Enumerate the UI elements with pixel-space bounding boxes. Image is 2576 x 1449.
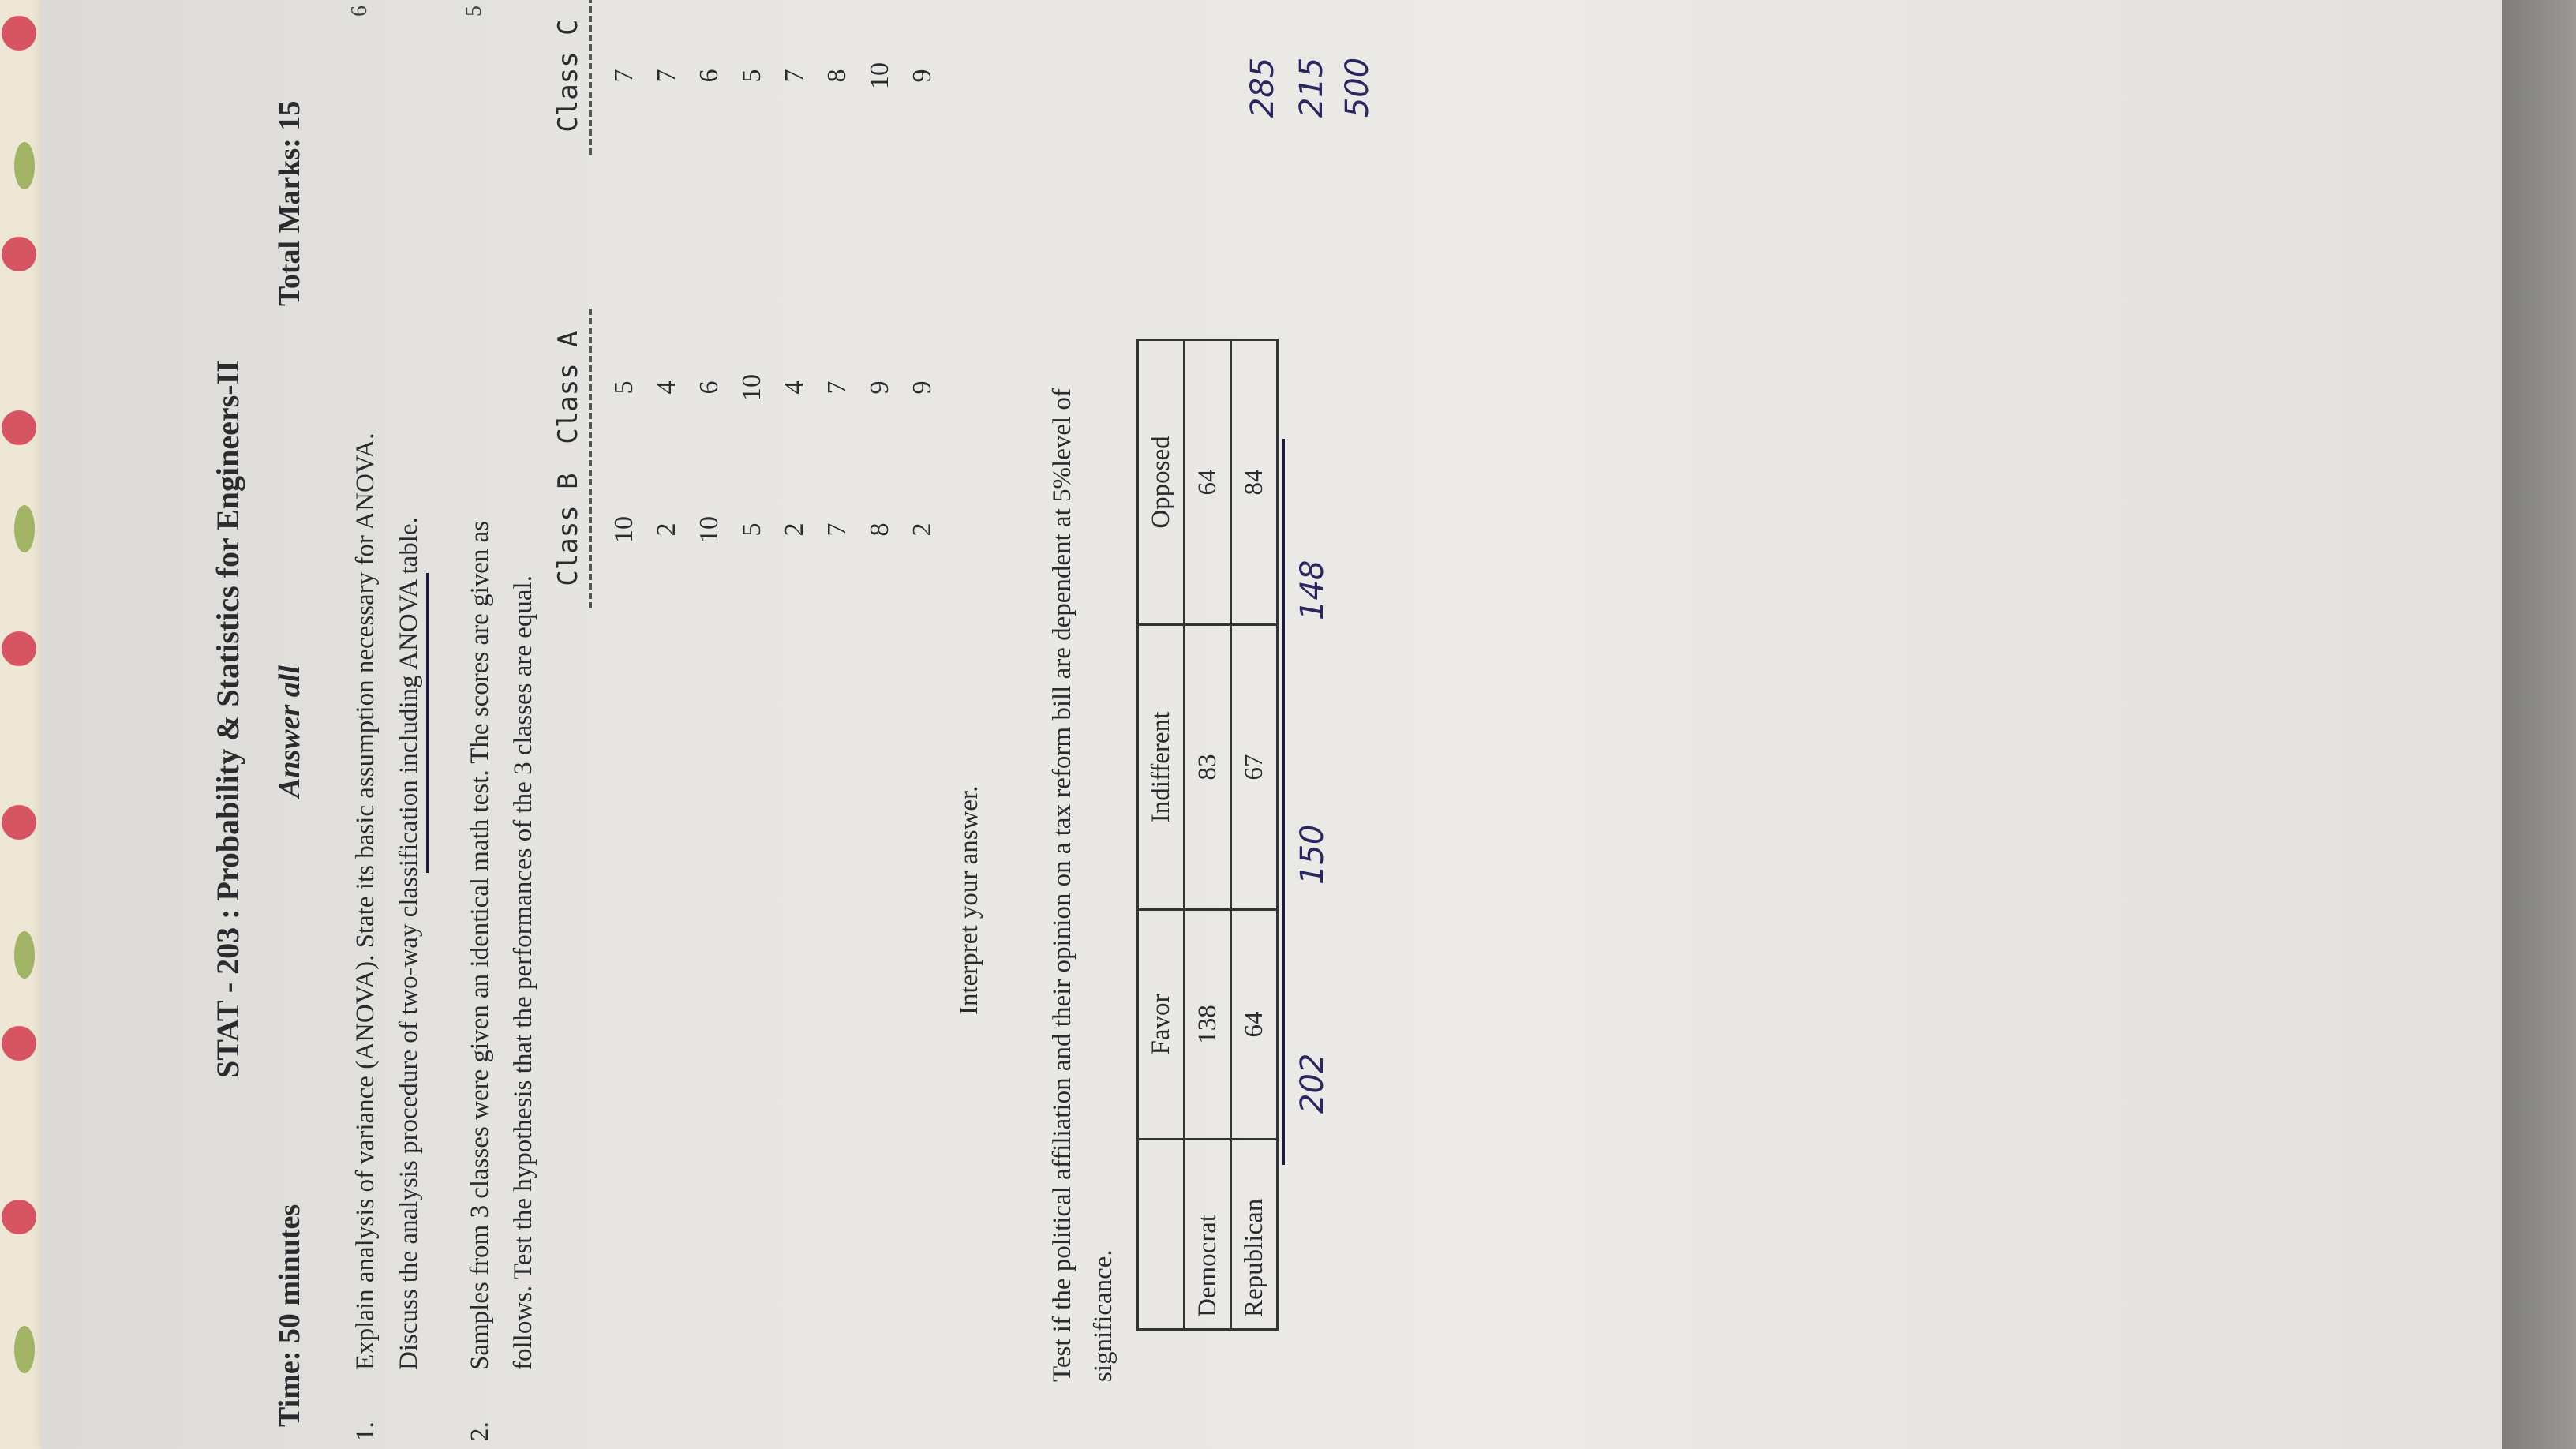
table-surface xyxy=(2502,0,2576,1449)
q1-number: 1. xyxy=(351,1421,380,1441)
q2-line2: follows. Test the hypothesis that the performances of the 3 classes are equal. xyxy=(509,575,537,1370)
score-value: 4 xyxy=(652,380,681,395)
score-value: 6 xyxy=(695,380,724,395)
score-value: 4 xyxy=(780,380,809,395)
handwritten-col-total: 150 xyxy=(1294,824,1331,885)
scores-header-b: Class B xyxy=(552,451,592,608)
score-value: 10 xyxy=(609,516,638,543)
table-header-cell: Indifferent xyxy=(1138,625,1185,910)
table-row xyxy=(1231,340,1278,1330)
exam-instruction: Answer all xyxy=(273,665,306,798)
q1-marks: 6 xyxy=(347,6,372,17)
scores-header-a: Class A xyxy=(552,309,592,466)
table-cell: 67 xyxy=(1231,625,1278,910)
score-value: 2 xyxy=(652,522,681,537)
exam-title: STAT - 203 : Probability & Statistics for Engineers-II xyxy=(210,360,245,1078)
score-value: 7 xyxy=(652,69,681,83)
handwritten-col-total: 148 xyxy=(1294,560,1331,620)
score-value: 10 xyxy=(865,62,894,89)
score-value: 7 xyxy=(822,380,852,395)
handwritten-grand-total: 500 xyxy=(1339,57,1376,118)
score-value: 5 xyxy=(609,380,638,395)
score-value: 8 xyxy=(865,522,894,537)
row-label: Republican xyxy=(1231,1140,1278,1330)
score-value: 10 xyxy=(737,374,766,401)
handwritten-row-total: 285 xyxy=(1245,57,1282,118)
contingency-table xyxy=(1136,339,1279,1331)
q1-line1: Explain analysis of variance (ANOVA). State its basic assumption necessary for ANOVA. xyxy=(351,432,380,1370)
q3-line1: Test if the political affiliation and their opinion on a tax reform bill are dependent at 5%level of xyxy=(1048,388,1076,1382)
table-corner xyxy=(1138,1140,1185,1330)
score-value: 10 xyxy=(695,516,724,543)
score-value: 7 xyxy=(609,69,638,83)
table-cell: 64 xyxy=(1231,910,1278,1140)
row-label: Democrat xyxy=(1185,1140,1231,1330)
score-value: 9 xyxy=(865,380,894,395)
score-value: 6 xyxy=(695,69,724,83)
handwritten-line xyxy=(1282,439,1285,1165)
score-value: 7 xyxy=(822,522,852,537)
table-header-row xyxy=(1138,340,1185,1330)
table-cell: 84 xyxy=(1231,340,1278,625)
score-value: 2 xyxy=(908,522,937,537)
score-value: 2 xyxy=(780,522,809,537)
score-value: 7 xyxy=(780,69,809,83)
exam-total-marks: Total Marks: 15 xyxy=(273,100,306,306)
q2-line1: Samples from 3 classes were given an identical math test. The scores are given as xyxy=(466,520,494,1370)
table-header-cell: Favor xyxy=(1138,910,1185,1140)
table-cell: 138 xyxy=(1185,910,1231,1140)
score-value: 9 xyxy=(908,380,937,395)
scores-column-c xyxy=(552,0,944,155)
q3-line2: significance. xyxy=(1089,1249,1118,1382)
score-value: 5 xyxy=(737,522,766,537)
table-header-cell: Opposed xyxy=(1138,340,1185,625)
q2-number: 2. xyxy=(466,1421,494,1441)
scores-header-c: Class C xyxy=(552,0,592,155)
table-cell: 64 xyxy=(1185,340,1231,625)
table-row xyxy=(1185,340,1231,1330)
q2-marks: 5 xyxy=(462,6,486,17)
handwritten-col-total: 202 xyxy=(1294,1053,1331,1114)
q2-interpret: Interpret your answer. xyxy=(955,785,983,1015)
handwritten-row-total: 215 xyxy=(1294,57,1331,118)
table-cell: 83 xyxy=(1185,625,1231,910)
q1-line2: Discuss the analysis procedure of two-way classification including ANOVA table. xyxy=(395,517,423,1370)
exam-time: Time: 50 minutes xyxy=(273,1204,306,1427)
score-value: 5 xyxy=(737,69,766,83)
score-value: 8 xyxy=(822,69,852,83)
score-value: 9 xyxy=(908,69,937,83)
